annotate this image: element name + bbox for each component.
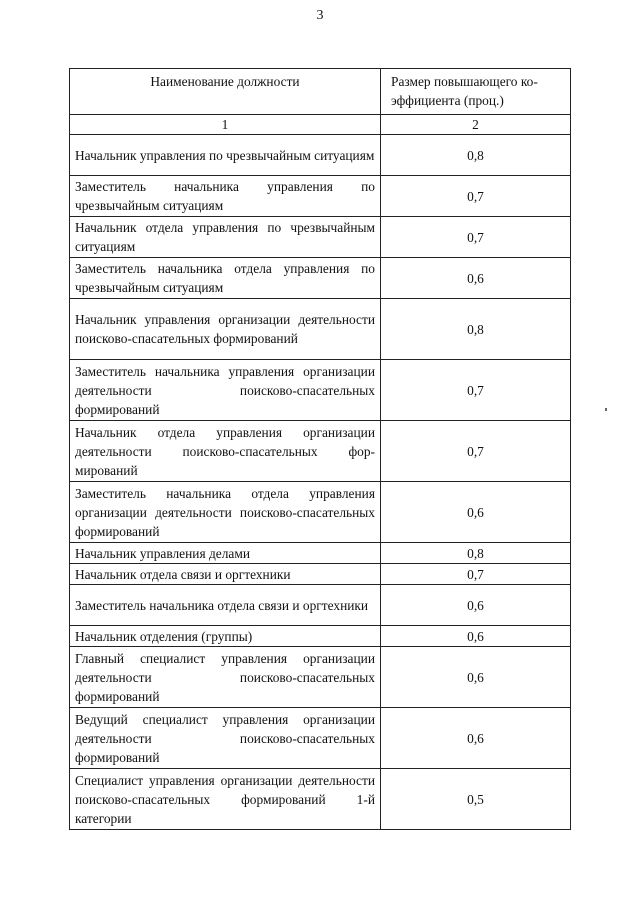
table-row <box>70 543 571 564</box>
position-cell: Заместитель начальника отдела управления организации деятельности поисково-спасательных формирований <box>70 482 381 543</box>
position-cell: Начальник отделения (группы) <box>70 626 381 647</box>
column-number-1: 1 <box>70 115 381 135</box>
table-row <box>70 626 571 647</box>
position-cell: Начальник отдела управления организации деятельности поисково-спасательных формирований <box>70 421 381 482</box>
position-cell: Начальник управления организации деятельности поисково-спасательных формирований <box>70 299 381 360</box>
coefficient-cell: 0,6 <box>381 647 571 708</box>
table-row <box>70 217 571 258</box>
position-cell: Начальник управления делами <box>70 543 381 564</box>
table-row <box>70 299 571 360</box>
coefficient-cell: 0,7 <box>381 421 571 482</box>
coefficient-cell: 0,6 <box>381 708 571 769</box>
coefficient-cell: 0,7 <box>381 176 571 217</box>
position-cell: Заместитель начальника отдела управления по чрезвычайным ситуациям <box>70 258 381 299</box>
table-row <box>70 708 571 769</box>
position-cell: Заместитель начальника управления организации деятельности поисково-спасательных формирований <box>70 360 381 421</box>
coefficient-cell: 0,8 <box>381 135 571 176</box>
position-cell: Ведущий специалист управления организации деятельности поисково-спасательных формирований <box>70 708 381 769</box>
table-row <box>70 360 571 421</box>
table-row <box>70 585 571 626</box>
header-coefficient: Размер повышающего коэффициента (проц.) <box>381 69 571 115</box>
table-row <box>70 421 571 482</box>
position-cell: Главный специалист управления организации деятельности поисково-спасательных формирований <box>70 647 381 708</box>
coefficient-cell: 0,5 <box>381 769 571 830</box>
table-row <box>70 482 571 543</box>
position-cell: Начальник отдела управления по чрезвычайным ситуациям <box>70 217 381 258</box>
position-coefficient-table <box>69 68 571 830</box>
table-row <box>70 647 571 708</box>
column-number-2: 2 <box>381 115 571 135</box>
page-number: 3 <box>316 8 324 23</box>
coefficient-cell: 0,6 <box>381 585 571 626</box>
coefficient-cell: 0,6 <box>381 482 571 543</box>
header-position-name: Наименование должности <box>70 69 381 115</box>
table-header-row <box>70 69 571 115</box>
coefficient-cell: 0,8 <box>381 543 571 564</box>
table-row <box>70 176 571 217</box>
position-cell: Начальник отдела связи и оргтехники <box>70 564 381 585</box>
table-row <box>70 258 571 299</box>
position-cell: Заместитель начальника управления по чрезвычайным ситуациям <box>70 176 381 217</box>
scan-speck <box>605 408 607 411</box>
table-row <box>70 564 571 585</box>
column-number-row <box>70 115 571 135</box>
position-cell: Начальник управления по чрезвычайным ситуациям <box>70 135 381 176</box>
position-cell: Специалист управления организации деятельности поисково-спасательных формирований 1-й категории <box>70 769 381 830</box>
coefficient-cell: 0,8 <box>381 299 571 360</box>
position-cell: Заместитель начальника отдела связи и оргтехники <box>70 585 381 626</box>
table-row <box>70 769 571 830</box>
coefficient-cell: 0,6 <box>381 258 571 299</box>
coefficient-cell: 0,6 <box>381 626 571 647</box>
coefficient-cell: 0,7 <box>381 564 571 585</box>
coefficient-cell: 0,7 <box>381 217 571 258</box>
table-row <box>70 135 571 176</box>
coefficient-cell: 0,7 <box>381 360 571 421</box>
